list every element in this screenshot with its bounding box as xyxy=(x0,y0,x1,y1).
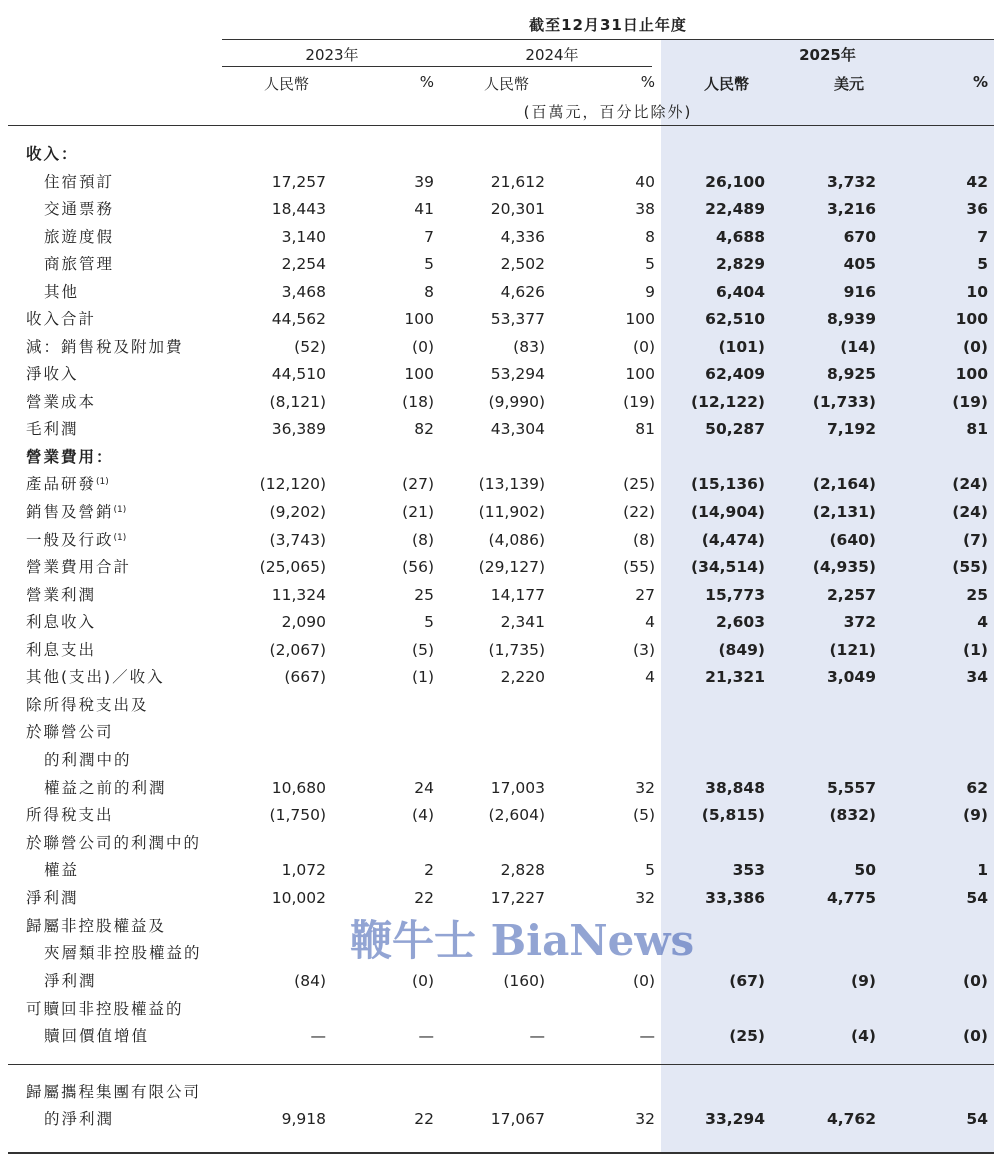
row-label xyxy=(26,389,96,416)
table-cell: 8 xyxy=(645,228,655,246)
table-cell: 5 xyxy=(424,255,434,273)
row-label-text: 利息支出 xyxy=(26,641,97,659)
table-cell: 17,227 xyxy=(490,889,545,907)
table-cell: (25) xyxy=(729,1027,765,1045)
table-cell: 21,321 xyxy=(705,668,765,686)
table-cell: 53,377 xyxy=(490,310,545,328)
table-cell: (5,815) xyxy=(701,806,765,824)
row-label-text: 權益之前的利潤 xyxy=(44,779,167,797)
rule xyxy=(222,66,652,67)
row-label-text: 權益 xyxy=(44,861,80,879)
table-cell: 38 xyxy=(635,200,655,218)
table-cell: 4 xyxy=(977,613,988,631)
table-cell: (0) xyxy=(412,338,434,356)
row-label xyxy=(44,968,97,995)
table-cell: (8,121) xyxy=(269,393,326,411)
table-cell: 11,324 xyxy=(271,586,326,604)
table-cell: (2,164) xyxy=(812,475,876,493)
row-label xyxy=(26,527,126,554)
row-label-text: 其他 xyxy=(44,283,80,301)
table-cell: (0) xyxy=(963,1027,988,1045)
col-header-rmb-2024: 人民幣 xyxy=(484,75,530,93)
table-row xyxy=(0,169,1000,196)
table-cell: (67) xyxy=(729,972,765,990)
table-cell: (19) xyxy=(623,393,655,411)
table-cell: (83) xyxy=(513,338,545,356)
row-label-text: 收入： xyxy=(26,145,79,163)
table-cell: (29,127) xyxy=(478,558,545,576)
row-label-text: 住宿預訂 xyxy=(44,173,115,191)
footnote-marker: (1) xyxy=(113,505,127,515)
table-cell: 25 xyxy=(414,586,434,604)
row-label-text: 毛利潤 xyxy=(26,420,79,438)
table-cell: (13,139) xyxy=(478,475,545,493)
table-cell: (9,202) xyxy=(269,503,326,521)
table-row xyxy=(0,830,1000,857)
table-cell: (15,136) xyxy=(691,475,765,493)
row-label xyxy=(44,1023,149,1050)
table-cell: 2,341 xyxy=(500,613,545,631)
table-row xyxy=(0,306,1000,333)
row-label-text: 淨收入 xyxy=(26,365,79,383)
table-cell: (3) xyxy=(633,641,655,659)
table-cell: 44,562 xyxy=(271,310,326,328)
table-cell: 4 xyxy=(645,613,655,631)
table-cell: 8,925 xyxy=(826,365,876,383)
table-row xyxy=(0,719,1000,746)
table-cell: 4,775 xyxy=(826,889,876,907)
col-header-rmb-2025: 人民幣 xyxy=(704,75,750,93)
table-cell: 2,254 xyxy=(281,255,326,273)
table-cell: 5 xyxy=(977,255,988,273)
table-cell: 24 xyxy=(414,779,434,797)
table-cell: 100 xyxy=(404,365,434,383)
table-cell: 22 xyxy=(414,889,434,907)
row-label xyxy=(26,499,126,526)
table-cell: 5 xyxy=(424,613,434,631)
table-cell: 50 xyxy=(854,861,876,879)
table-cell: 100 xyxy=(955,310,988,328)
table-cell: 2,502 xyxy=(500,255,545,273)
row-label xyxy=(44,251,114,278)
table-cell: 2,829 xyxy=(715,255,765,273)
row-label xyxy=(44,1106,114,1133)
row-label xyxy=(26,802,114,829)
table-cell: (2,131) xyxy=(812,503,876,521)
table-cell: 10,002 xyxy=(271,889,326,907)
table-cell: 40 xyxy=(635,173,655,191)
table-cell: (21) xyxy=(402,503,434,521)
row-label xyxy=(26,830,201,857)
table-cell: — xyxy=(529,1027,545,1045)
table-cell: (25) xyxy=(623,475,655,493)
table-cell: (34,514) xyxy=(691,558,765,576)
row-label xyxy=(26,1079,201,1106)
table-cell: (19) xyxy=(952,393,988,411)
table-cell: 38,848 xyxy=(705,779,765,797)
table-cell: 17,003 xyxy=(490,779,545,797)
table-cell: 50,287 xyxy=(705,420,765,438)
table-cell: 3,468 xyxy=(281,283,326,301)
row-label-text: 營業利潤 xyxy=(26,586,97,604)
table-cell: 10 xyxy=(966,283,988,301)
table-cell: 62 xyxy=(966,779,988,797)
row-label-text: 旅遊度假 xyxy=(44,228,115,246)
table-row xyxy=(0,499,1000,526)
row-label xyxy=(26,719,114,746)
col-header-pct-2023: % xyxy=(419,73,434,91)
table-cell: 62,409 xyxy=(705,365,765,383)
table-cell: 4,626 xyxy=(500,283,545,301)
row-label xyxy=(26,334,184,361)
table-cell: 44,510 xyxy=(271,365,326,383)
row-label xyxy=(44,196,114,223)
table-row xyxy=(0,334,1000,361)
table-cell: (0) xyxy=(633,338,655,356)
row-label-text: 歸屬攜程集團有限公司 xyxy=(26,1083,202,1101)
table-cell: 54 xyxy=(966,889,988,907)
table-cell: 4,688 xyxy=(715,228,765,246)
table-cell: (1) xyxy=(412,668,434,686)
table-cell: 670 xyxy=(843,228,876,246)
table-cell: 14,177 xyxy=(490,586,545,604)
col-header-rmb-2023: 人民幣 xyxy=(264,75,310,93)
row-label xyxy=(26,664,165,691)
row-label xyxy=(26,141,79,168)
row-label-text: 商旅管理 xyxy=(44,255,115,273)
row-label xyxy=(26,996,184,1023)
row-label xyxy=(26,444,114,471)
table-cell: 3,216 xyxy=(826,200,876,218)
table-row xyxy=(0,196,1000,223)
table-cell: (14) xyxy=(840,338,876,356)
table-cell: (2,067) xyxy=(269,641,326,659)
row-label-text: 營業成本 xyxy=(26,393,97,411)
table-cell: 1 xyxy=(977,861,988,879)
table-cell: 33,294 xyxy=(705,1110,765,1128)
table-cell: 39 xyxy=(414,173,434,191)
table-cell: — xyxy=(310,1027,326,1045)
table-row xyxy=(0,968,1000,995)
table-row xyxy=(0,141,1000,168)
row-label xyxy=(26,582,96,609)
table-cell: 372 xyxy=(843,613,876,631)
table-cell: 36,389 xyxy=(271,420,326,438)
table-cell: (9) xyxy=(851,972,876,990)
table-cell: 353 xyxy=(732,861,765,879)
table-cell: 100 xyxy=(955,365,988,383)
table-cell: 4 xyxy=(645,668,655,686)
row-label-text: 於聯營公司的利潤中的 xyxy=(26,834,202,852)
table-cell: (4) xyxy=(851,1027,876,1045)
table-row xyxy=(0,361,1000,388)
col-header-usd-2025: 美元 xyxy=(834,75,865,93)
table-cell: 2,828 xyxy=(500,861,545,879)
table-cell: (832) xyxy=(829,806,876,824)
table-cell: (5) xyxy=(412,641,434,659)
row-label-text: 其他(支出)／收入 xyxy=(26,668,165,686)
row-label-text: 夾層類非控股權益的 xyxy=(44,944,202,962)
table-cell: 5 xyxy=(645,861,655,879)
table-row xyxy=(0,1079,1000,1106)
row-label xyxy=(26,913,166,940)
row-label-text: 淨利潤 xyxy=(26,889,79,907)
table-cell: 3,732 xyxy=(826,173,876,191)
row-label-text: 銷售及營銷 xyxy=(26,503,114,521)
table-cell: 2 xyxy=(424,861,434,879)
table-cell: (0) xyxy=(412,972,434,990)
row-label-text: 收入合計 xyxy=(26,310,97,328)
table-cell: (55) xyxy=(952,558,988,576)
row-label xyxy=(44,940,202,967)
footnote-marker: (1) xyxy=(113,533,127,543)
table-cell: (24) xyxy=(952,503,988,521)
table-cell: (5) xyxy=(633,806,655,824)
row-label xyxy=(44,857,79,884)
table-row xyxy=(0,389,1000,416)
table-row xyxy=(0,471,1000,498)
table-cell: (640) xyxy=(829,531,876,549)
row-label-text: 贖回價值增值 xyxy=(44,1027,150,1045)
table-cell: (0) xyxy=(633,972,655,990)
table-cell: (3,743) xyxy=(269,531,326,549)
table-cell: 4,336 xyxy=(500,228,545,246)
col-header-pct-2024: % xyxy=(640,73,655,91)
table-cell: 32 xyxy=(635,779,655,797)
table-cell: 916 xyxy=(843,283,876,301)
row-label-text: 利息收入 xyxy=(26,613,97,631)
table-cell: 54 xyxy=(966,1110,988,1128)
row-label xyxy=(26,306,96,333)
table-cell: (2,604) xyxy=(488,806,545,824)
table-cell: 8 xyxy=(424,283,434,301)
table-row xyxy=(0,224,1000,251)
table-cell: 27 xyxy=(635,586,655,604)
table-cell: (160) xyxy=(503,972,545,990)
table-row xyxy=(0,692,1000,719)
table-row xyxy=(0,609,1000,636)
row-label xyxy=(26,885,79,912)
year-2025: 2025年 xyxy=(799,46,856,64)
table-row xyxy=(0,444,1000,471)
rule xyxy=(8,1064,994,1065)
table-cell: 81 xyxy=(635,420,655,438)
table-cell: 9,918 xyxy=(281,1110,326,1128)
table-cell: (8) xyxy=(633,531,655,549)
table-cell: (9,990) xyxy=(488,393,545,411)
row-label-text: 可贖回非控股權益的 xyxy=(26,1000,184,1018)
watermark: 鞭牛士 BiaNews xyxy=(350,916,695,965)
table-cell: 100 xyxy=(625,310,655,328)
table-cell: (121) xyxy=(829,641,876,659)
row-label-text: 的利潤中的 xyxy=(44,751,132,769)
table-row xyxy=(0,857,1000,884)
table-cell: 25 xyxy=(966,586,988,604)
table-cell: 7 xyxy=(977,228,988,246)
table-cell: 100 xyxy=(404,310,434,328)
year-2023: 2023年 xyxy=(305,46,359,64)
table-cell: (9) xyxy=(963,806,988,824)
table-row xyxy=(0,664,1000,691)
table-row xyxy=(0,996,1000,1023)
table-row xyxy=(0,747,1000,774)
table-cell: 22,489 xyxy=(705,200,765,218)
col-header-pct-2025: % xyxy=(972,73,988,91)
table-cell: 4,762 xyxy=(826,1110,876,1128)
table-cell: 2,257 xyxy=(826,586,876,604)
table-cell: 7 xyxy=(424,228,434,246)
table-cell: (4,086) xyxy=(488,531,545,549)
row-label-text: 產品研發 xyxy=(26,475,97,493)
table-cell: (1) xyxy=(963,641,988,659)
table-cell: 53,294 xyxy=(490,365,545,383)
table-cell: 34 xyxy=(966,668,988,686)
row-label xyxy=(44,169,114,196)
table-cell: (24) xyxy=(952,475,988,493)
row-label xyxy=(26,361,79,388)
table-cell: 1,072 xyxy=(281,861,326,879)
table-cell: 20,301 xyxy=(490,200,545,218)
table-cell: (101) xyxy=(718,338,765,356)
table-row xyxy=(0,527,1000,554)
table-cell: (4,474) xyxy=(701,531,765,549)
table-cell: 5,557 xyxy=(826,779,876,797)
table-cell: 7,192 xyxy=(826,420,876,438)
row-label xyxy=(26,471,109,498)
table-cell: (4,935) xyxy=(812,558,876,576)
row-label-text: 營業費用合計 xyxy=(26,558,132,576)
row-label-text: 所得稅支出 xyxy=(26,806,114,824)
table-row xyxy=(0,1023,1000,1050)
row-label-text: 淨利潤 xyxy=(44,972,97,990)
table-cell: (667) xyxy=(284,668,326,686)
rule xyxy=(222,39,994,40)
table-cell: (8) xyxy=(412,531,434,549)
row-label xyxy=(26,416,79,443)
rule xyxy=(8,125,994,126)
table-cell: 62,510 xyxy=(705,310,765,328)
row-label xyxy=(44,775,167,802)
table-cell: 9 xyxy=(645,283,655,301)
row-label xyxy=(26,609,96,636)
row-label xyxy=(26,637,96,664)
table-row xyxy=(0,637,1000,664)
row-label-text: 減：銷售稅及附加費 xyxy=(26,338,184,356)
table-cell: 42 xyxy=(966,173,988,191)
table-cell: 15,773 xyxy=(705,586,765,604)
table-cell: 6,404 xyxy=(715,283,765,301)
table-cell: 81 xyxy=(966,420,988,438)
table-cell: (1,733) xyxy=(812,393,876,411)
table-cell: 41 xyxy=(414,200,434,218)
table-row xyxy=(0,416,1000,443)
table-cell: 32 xyxy=(635,1110,655,1128)
table-row xyxy=(0,1106,1000,1133)
table-cell: (56) xyxy=(402,558,434,576)
table-cell: (18) xyxy=(402,393,434,411)
table-cell: (0) xyxy=(963,972,988,990)
row-label xyxy=(44,279,79,306)
table-cell: 2,090 xyxy=(281,613,326,631)
table-cell: (4) xyxy=(412,806,434,824)
table-cell: (27) xyxy=(402,475,434,493)
table-cell: 100 xyxy=(625,365,655,383)
row-label-text: 於聯營公司 xyxy=(26,723,114,741)
table-cell: (0) xyxy=(963,338,988,356)
period-header: 截至12月31日止年度 xyxy=(529,16,687,34)
row-label xyxy=(26,692,149,719)
table-row xyxy=(0,279,1000,306)
table-cell: 33,386 xyxy=(705,889,765,907)
table-cell: (55) xyxy=(623,558,655,576)
table-cell: 2,603 xyxy=(715,613,765,631)
footnote-marker: (1) xyxy=(96,477,109,487)
table-cell: 36 xyxy=(966,200,988,218)
rule xyxy=(8,1152,994,1154)
year-2024: 2024年 xyxy=(525,46,579,64)
table-cell: — xyxy=(418,1027,434,1045)
table-cell: 5 xyxy=(645,255,655,273)
table-cell: 405 xyxy=(843,255,876,273)
table-cell: (1,750) xyxy=(269,806,326,824)
table-cell: 21,612 xyxy=(490,173,545,191)
row-label xyxy=(44,747,132,774)
table-row xyxy=(0,554,1000,581)
table-cell: (1,735) xyxy=(488,641,545,659)
table-cell: 3,140 xyxy=(281,228,326,246)
table-cell: 3,049 xyxy=(826,668,876,686)
row-label-text: 歸屬非控股權益及 xyxy=(26,917,167,935)
table-cell: 10,680 xyxy=(271,779,326,797)
table-cell: 32 xyxy=(635,889,655,907)
table-cell: 82 xyxy=(414,420,434,438)
table-cell: (7) xyxy=(963,531,988,549)
table-cell: (12,120) xyxy=(259,475,326,493)
table-cell: 17,257 xyxy=(271,173,326,191)
table-row xyxy=(0,582,1000,609)
table-row xyxy=(0,775,1000,802)
table-row xyxy=(0,802,1000,829)
table-cell: (84) xyxy=(294,972,326,990)
row-label-text: 的淨利潤 xyxy=(44,1110,115,1128)
table-row xyxy=(0,251,1000,278)
table-cell: (11,902) xyxy=(478,503,545,521)
table-cell: 8,939 xyxy=(826,310,876,328)
row-label-text: 營業費用： xyxy=(26,448,114,466)
table-cell: 2,220 xyxy=(500,668,545,686)
row-label-text: 一般及行政 xyxy=(26,531,114,549)
table-cell: 43,304 xyxy=(490,420,545,438)
row-label xyxy=(44,224,114,251)
table-cell: 22 xyxy=(414,1110,434,1128)
row-label-text: 交通票務 xyxy=(44,200,115,218)
table-cell: (849) xyxy=(718,641,765,659)
table-cell: (12,122) xyxy=(691,393,765,411)
table-cell: (25,065) xyxy=(259,558,326,576)
unit-note: (百萬元，百分比除外) xyxy=(523,103,693,121)
table-cell: (22) xyxy=(623,503,655,521)
table-cell: 17,067 xyxy=(490,1110,545,1128)
table-cell: 18,443 xyxy=(271,200,326,218)
row-label xyxy=(26,554,131,581)
row-label-text: 除所得稅支出及 xyxy=(26,696,149,714)
table-cell: (14,904) xyxy=(691,503,765,521)
table-cell: — xyxy=(639,1027,655,1045)
table-cell: (52) xyxy=(294,338,326,356)
table-cell: 26,100 xyxy=(705,173,765,191)
